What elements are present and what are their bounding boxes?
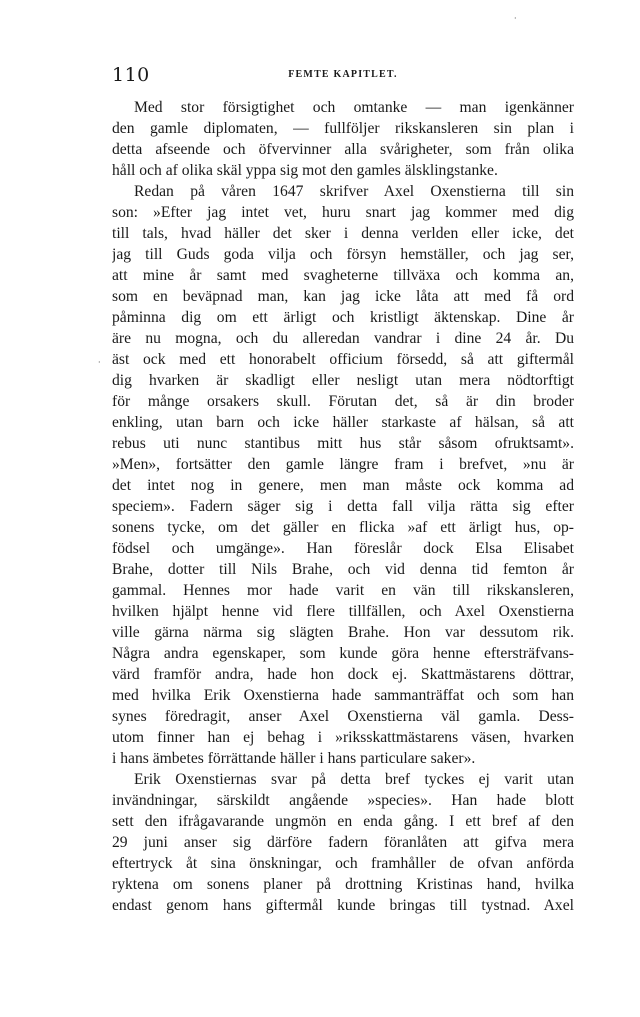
text-line: jag till Guds goda vilja och försyn hemställer, och jag ser, — [112, 246, 574, 263]
text-line: Brahe, dotter till Nils Brahe, och vid denna tid femton år — [112, 561, 574, 578]
text-line: ville gärna närma sig slägten Brahe. Hon var dessutom rik. — [112, 624, 574, 641]
page-header — [112, 64, 574, 88]
text-line: sett den ifrågavarande ungmön en enda gång. I ett bref af den — [112, 813, 574, 830]
text-line: födsel och umgänge». Han föreslår dock Elsa Elisabet — [112, 540, 574, 557]
text-line: den gamle diplomaten, — fullföljer rikskansleren sin plan i — [112, 120, 574, 137]
text-line: med hvilka Erik Oxenstierna hade sammanträffat och som han — [112, 687, 574, 704]
text-line: som en beväpnad man, kan jag icke låta att med få ord — [112, 288, 574, 305]
text-line: invändningar, särskildt angående »species». Han hade blott — [112, 792, 574, 809]
text-line: äst ock med ett honorabelt officium försedd, så att giftermål — [112, 351, 574, 368]
text-line: till tals, hvad häller det sker i denna verlden eller icke, det — [112, 225, 574, 242]
running-head: FEMTE KAPITLET. — [288, 69, 398, 80]
text-line: dig hvarken är skadligt eller nesligt utan mera nödtorftigt — [112, 372, 574, 389]
text-line: äre nu mogna, och du alleredan vandrar i dine 24 år. Du — [112, 330, 574, 347]
text-line: i hans ämbetes förrättande häller i hans particulare saker». — [112, 750, 476, 767]
text-line: Erik Oxenstiernas svar på detta bref tyckes ej varit utan — [134, 771, 574, 788]
page-number: 110 — [112, 64, 150, 86]
text-line: Några andra egenskaper, som kunde göra henne eftersträfvans- — [112, 645, 574, 662]
paper-speck: · — [98, 358, 101, 367]
text-line: gammal. Hennes mor hade varit en vän till rikskansleren, — [112, 582, 574, 599]
text-line: sonens tycke, om det gäller en flicka »af ett ärligt hus, op- — [112, 519, 574, 536]
text-line: enkling, utan barn och icke häller starkaste af hälsan, så att — [112, 414, 574, 431]
text-line: påminna dig om ett ärligt och kristligt äktenskap. Dine år — [112, 309, 574, 326]
text-line: håll och af olika skäl yppa sig mot den gamles älsklingstanke. — [112, 162, 498, 179]
text-line: rebus uti nunc stantibus mitt hus står såsom ofruktsamt». — [112, 435, 574, 452]
text-line: endast genom hans giftermål kunde bringas till tystnad. Axel — [112, 897, 574, 914]
text-line: Redan på våren 1647 skrifver Axel Oxenstierna till sin — [134, 183, 574, 200]
text-line: det intet nog in genere, men man måste ock komma ad — [112, 477, 574, 494]
text-line: hvilken hjälpt henne vid flere tillfällen, och Axel Oxenstierna — [112, 603, 574, 620]
text-line: värd framför andra, hade hon dock ej. Skattmästarens döttrar, — [112, 666, 574, 683]
text-line: speciem». Fadern säger sig i detta fall vilja rätta sig efter — [112, 498, 574, 515]
text-line: »Men», fortsätter den gamle längre fram i brefvet, »nu är — [112, 456, 574, 473]
text-line: eftertryck åt sina önskningar, och framhåller de ofvan anförda — [112, 855, 574, 872]
text-line: synes föredragit, anser Axel Oxenstierna väl gamla. Dess- — [112, 708, 574, 725]
text-line: att mine år samt med svagheterne tillväxa och komma an, — [112, 267, 574, 284]
text-line: son: »Efter jag intet vet, huru snart jag kommer med dig — [112, 204, 574, 221]
text-line: ryktena om sonens planer på drottning Kristinas hand, hvilka — [112, 876, 574, 893]
text-line: detta afseende och öfvervinner alla svårigheter, som från olika — [112, 141, 574, 158]
body-text — [112, 97, 574, 916]
text-line: 29 juni anser sig därföre fadern föranlåten att gifva mera — [112, 834, 574, 851]
text-line: utom finner han ej behag i »riksskattmästarens väsen, hvarken — [112, 729, 574, 746]
paper-speck: · — [514, 14, 517, 23]
text-line: Med stor försigtighet och omtanke — man igenkänner — [134, 99, 574, 116]
text-line: för månge orsakers skull. Förutan det, så är din broder — [112, 393, 574, 410]
